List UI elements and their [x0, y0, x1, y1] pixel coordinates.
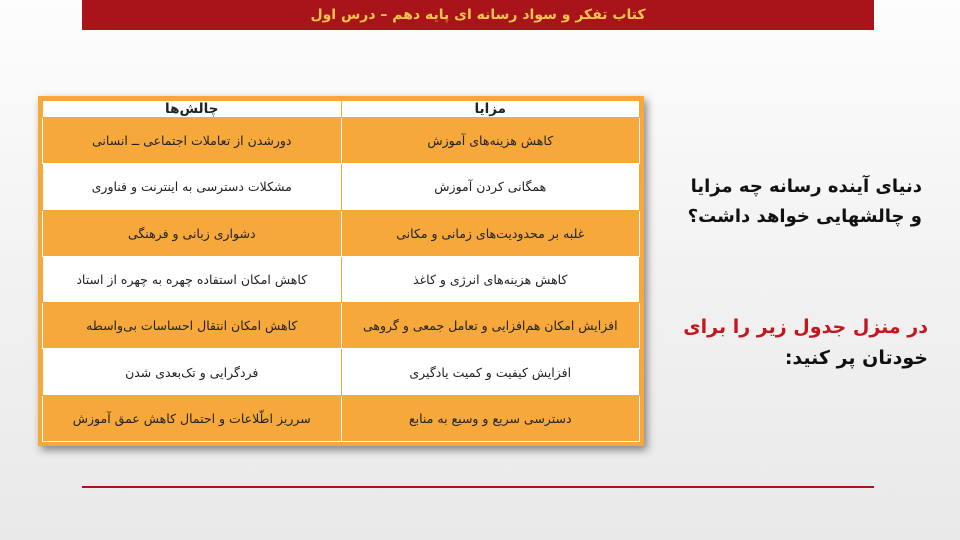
challenge-cell: مشکلات دسترسی به اینترنت و فناوری — [43, 164, 342, 210]
advantage-cell: همگانی کردن آموزش — [341, 164, 640, 210]
challenge-cell: کاهش امکان انتقال احساسات بی‌واسطه — [43, 303, 342, 349]
advantages-challenges-table — [38, 96, 644, 446]
challenge-cell: سرریز اطّلاعات و احتمال کاهش عمق آموزش — [43, 395, 342, 441]
advantage-cell: غلبه بر محدودیت‌های زمانی و مکانی — [341, 210, 640, 256]
advantage-cell: کاهش هزینه‌های انرژی و کاغذ — [341, 256, 640, 302]
table-row — [43, 118, 640, 164]
advantage-cell: افزایش امکان هم‌افزایی و تعامل جمعی و گروهی — [341, 303, 640, 349]
slide-header-title: کتاب تفکر و سواد رسانه ای پایه دهم – درس اول — [310, 7, 646, 23]
challenge-cell: دشواری زبانی و فرهنگی — [43, 210, 342, 256]
table-row — [43, 256, 640, 302]
challenge-cell: دورشدن از تعاملات اجتماعی ــ انسانی — [43, 118, 342, 164]
challenge-cell: فردگرایی و تک‌بعدی شدن — [43, 349, 342, 395]
homework-line-2: خودتان پر کنید: — [784, 347, 928, 369]
advantage-cell: افزایش کیفیت و کمیت یادگیری — [341, 349, 640, 395]
advantage-cell: دسترسی سریع و وسیع به منابع — [341, 395, 640, 441]
comparison-table — [42, 100, 640, 442]
footer-divider — [82, 486, 874, 488]
question-line-2: و چالشهایی خواهد داشت؟ — [687, 206, 922, 227]
table-row — [43, 210, 640, 256]
table-row — [43, 164, 640, 210]
advantages-header: مزایا — [341, 101, 640, 118]
homework-line-1: در منزل جدول زیر را برای — [683, 316, 928, 338]
challenge-cell: کاهش امکان استفاده چهره به چهره از استاد — [43, 256, 342, 302]
table-row — [43, 303, 640, 349]
challenges-header: چالش‌ها — [43, 101, 342, 118]
homework-instruction — [652, 312, 928, 374]
table-row — [43, 349, 640, 395]
table-row — [43, 395, 640, 441]
question-line-1: دنیای آینده رسانه چه مزایا — [690, 176, 922, 197]
question-text — [652, 172, 922, 232]
advantage-cell: کاهش هزینه‌های آموزش — [341, 118, 640, 164]
table-header-row — [43, 101, 640, 118]
slide-header-bar — [82, 0, 874, 30]
